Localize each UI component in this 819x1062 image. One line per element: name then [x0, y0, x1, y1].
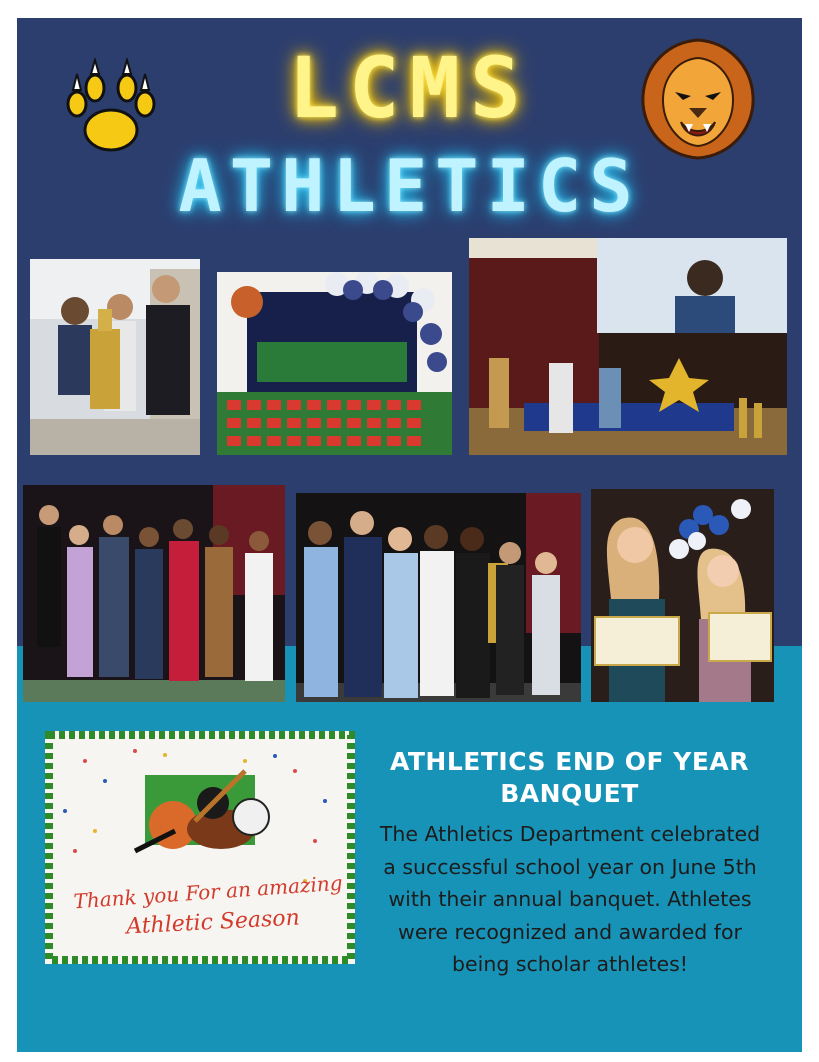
article-body: The Athletics Department celebrated a successful school year on June 5th with their annual banquet. Athletes were recognized and awarded for being scholar athletes! [379, 822, 761, 976]
article-headline: ATHLETICS END OF YEAR BANQUET [389, 747, 750, 808]
title-athletics: ATHLETICS [178, 144, 641, 228]
title-lcms: LCMS [288, 39, 531, 137]
photo-auditorium-stage [469, 238, 787, 455]
photo-boys-trophy-group [296, 493, 581, 702]
photo-banquet-table [217, 272, 452, 455]
photo-trophy-students [30, 259, 200, 455]
photo-girls-group [23, 485, 285, 702]
poster [17, 18, 802, 1052]
cake-message-line1: Thank you For an amazing [72, 870, 344, 914]
photo-award-girls [591, 489, 774, 702]
cake-message-line2: Athletic Season [125, 905, 301, 940]
